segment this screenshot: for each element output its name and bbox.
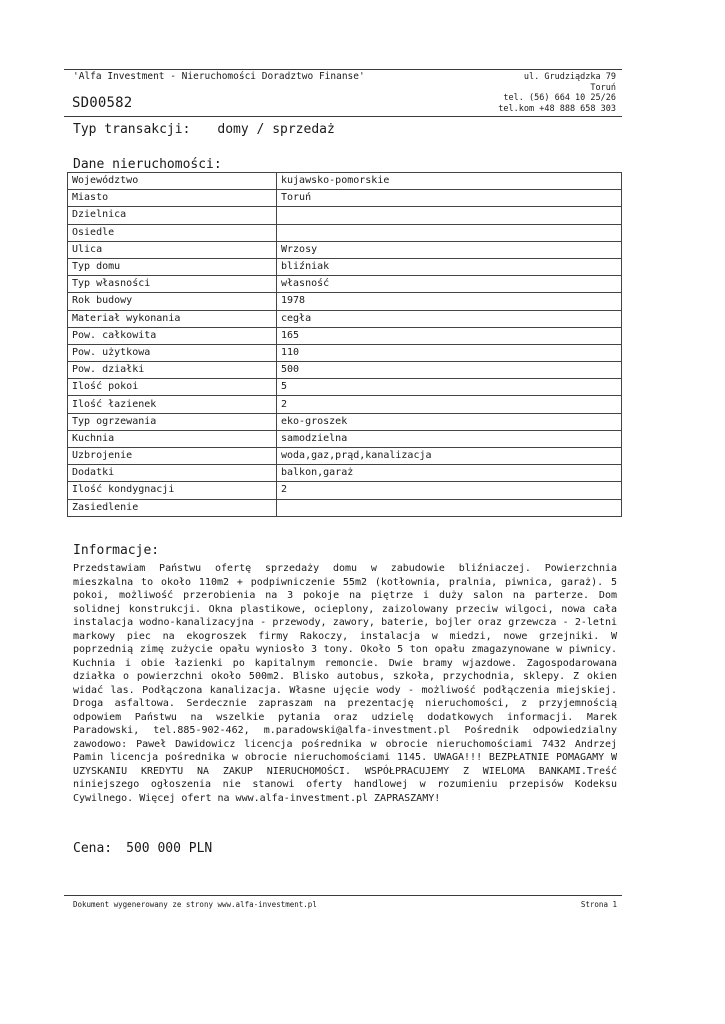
field-value: cegła bbox=[277, 310, 622, 327]
field-label: Ulica bbox=[68, 241, 277, 258]
field-label: Województwo bbox=[68, 173, 277, 190]
field-label: Typ domu bbox=[68, 258, 277, 275]
field-label: Zasiedlenie bbox=[68, 499, 277, 516]
field-value: własność bbox=[277, 276, 622, 293]
table-row bbox=[68, 241, 622, 258]
transaction-label: Typ transakcji: bbox=[73, 122, 191, 137]
table-row bbox=[68, 465, 622, 482]
listing-reference: SD00582 bbox=[72, 95, 133, 111]
field-value: woda,gaz,prąd,kanalizacja bbox=[277, 448, 622, 465]
field-value: bliźniak bbox=[277, 258, 622, 275]
field-value: 110 bbox=[277, 344, 622, 361]
table-row bbox=[68, 499, 622, 516]
table-row bbox=[68, 344, 622, 361]
field-label: Ilość pokoi bbox=[68, 379, 277, 396]
transaction-type bbox=[73, 122, 335, 137]
info-heading: Informacje: bbox=[73, 543, 160, 558]
table-row bbox=[68, 379, 622, 396]
field-value: 2 bbox=[277, 396, 622, 413]
table-row bbox=[68, 430, 622, 447]
field-label: Dzielnica bbox=[68, 207, 277, 224]
property-heading: Dane nieruchomości: bbox=[73, 157, 222, 172]
price-label: Cena: bbox=[73, 841, 113, 856]
field-label: Osiedle bbox=[68, 224, 277, 241]
field-label: Dodatki bbox=[68, 465, 277, 482]
field-value: 5 bbox=[277, 379, 622, 396]
field-label: Typ ogrzewania bbox=[68, 413, 277, 430]
field-label: Pow. użytkowa bbox=[68, 344, 277, 361]
field-value: eko-groszek bbox=[277, 413, 622, 430]
field-value: balkon,garaż bbox=[277, 465, 622, 482]
field-value: 1978 bbox=[277, 293, 622, 310]
header-bottom-rule bbox=[64, 116, 622, 117]
field-label: Miasto bbox=[68, 190, 277, 207]
field-label: Pow. całkowita bbox=[68, 327, 277, 344]
field-value bbox=[277, 224, 622, 241]
field-label: Ilość kondygnacji bbox=[68, 482, 277, 499]
field-label: Ilość łazienek bbox=[68, 396, 277, 413]
table-row bbox=[68, 276, 622, 293]
field-value bbox=[277, 207, 622, 224]
address-phone: tel. (56) 664 10 25/26 bbox=[503, 93, 616, 104]
table-row bbox=[68, 190, 622, 207]
footer-rule bbox=[64, 895, 622, 896]
field-value bbox=[277, 499, 622, 516]
field-value: kujawsko-pomorskie bbox=[277, 173, 622, 190]
header-top-rule bbox=[64, 69, 622, 70]
field-value: 165 bbox=[277, 327, 622, 344]
table-row bbox=[68, 173, 622, 190]
field-label: Typ własności bbox=[68, 276, 277, 293]
table-row bbox=[68, 207, 622, 224]
table-row bbox=[68, 224, 622, 241]
field-label: Kuchnia bbox=[68, 430, 277, 447]
info-text: Przedstawiam Państwu ofertę sprzedaży domu w zabudowie bliźniaczej. Powierzchnia mieszkalna to około 110m2 + podpiwniczenie 55m2 (kotłownia, pralnia, piwnica, garaż). 5 pokoi, możliwość przerobienia na 3 pokoje na piętrze i duży salon na parterze. Dom solidnej konstrukcji. Okna plastikowe, ocieplony, zaizolowany przeciw wilgoci, nowa cała instalacja wodno-kanalizacyjna - przewody, zawory, baterie, bojler oraz grzewcza - 2-letni markowy piec na ekogroszek firmy Rakoczy, instalacja w miedzi, nowe grzejniki. W poprzednią zimę zużycie opału wyniosło 3 tony. Około 5 ton opału zmagazynowane w piwnicy. Kuchnia i obie łazienki po kapitalnym remoncie. Dwie bramy wjazdowe. Zagospodarowana działka o powierzchni około 500m2. Blisko autobus, szkoła, przychodnia, sklepy. Z okien widać las. Podłączona kanalizacja. Własne ujęcie wody - możliwość podłączenia miejskiej. Droga asfaltowa. Serdecznie zapraszam na prezentację nieruchomości, z przyjemnością odpowiem Państwu na wszelkie pytania oraz udzielę dodatkowych informacji. Marek Paradowski, tel.885-902-462, m.paradowski@alfa-investment.pl Pośrednik odpowiedzialny zawodowo: Paweł Dawidowicz licencja pośrednika w obrocie nieruchomościami 7432 Andrzej Pamin licencja pośrednika w obrocie nieruchomościami 1145. UWAGA!!! BEZPŁATNIE POMAGAMY W UZYSKANIU KREDYTU NA ZAKUP NIERUCHOMOŚCI. WSPÓŁPRACUJEMY Z WIELOMA BANKAMI.Treść niniejszego ogłoszenia nie stanowi oferty handlowej w rozumieniu przepisów Kodeksu Cywilnego. Więcej ofert na www.alfa-investment.pl ZAPRASZAMY! bbox=[73, 563, 617, 804]
table-row bbox=[68, 396, 622, 413]
footer-page-number: Strona 1 bbox=[580, 900, 617, 909]
field-value: 500 bbox=[277, 362, 622, 379]
footer-source: Dokument wygenerowany ze strony www.alfa-investment.pl bbox=[73, 900, 317, 909]
table-row bbox=[68, 293, 622, 310]
field-value: Toruń bbox=[277, 190, 622, 207]
field-value: Wrzosy bbox=[277, 241, 622, 258]
table-row bbox=[68, 413, 622, 430]
field-label: Uzbrojenie bbox=[68, 448, 277, 465]
address-city: Toruń bbox=[590, 82, 616, 93]
table-row bbox=[68, 362, 622, 379]
table-row bbox=[68, 448, 622, 465]
table-row bbox=[68, 310, 622, 327]
field-value: 2 bbox=[277, 482, 622, 499]
address-street: ul. Grudziądzka 79 bbox=[523, 72, 616, 82]
office-address bbox=[498, 72, 616, 114]
price bbox=[73, 841, 212, 856]
price-value: 500 000 PLN bbox=[126, 841, 213, 856]
field-label: Rok budowy bbox=[68, 293, 277, 310]
table-row bbox=[68, 327, 622, 344]
table-row bbox=[68, 258, 622, 275]
company-name: 'Alfa Investment - Nieruchomości Doradztwo Finanse' bbox=[73, 71, 365, 82]
property-table bbox=[67, 172, 622, 517]
address-mobile: tel.kom +48 888 658 303 bbox=[498, 103, 616, 114]
field-label: Pow. działki bbox=[68, 362, 277, 379]
table-row bbox=[68, 482, 622, 499]
transaction-value: domy / sprzedaż bbox=[217, 122, 335, 137]
field-value: samodzielna bbox=[277, 430, 622, 447]
field-label: Materiał wykonania bbox=[68, 310, 277, 327]
